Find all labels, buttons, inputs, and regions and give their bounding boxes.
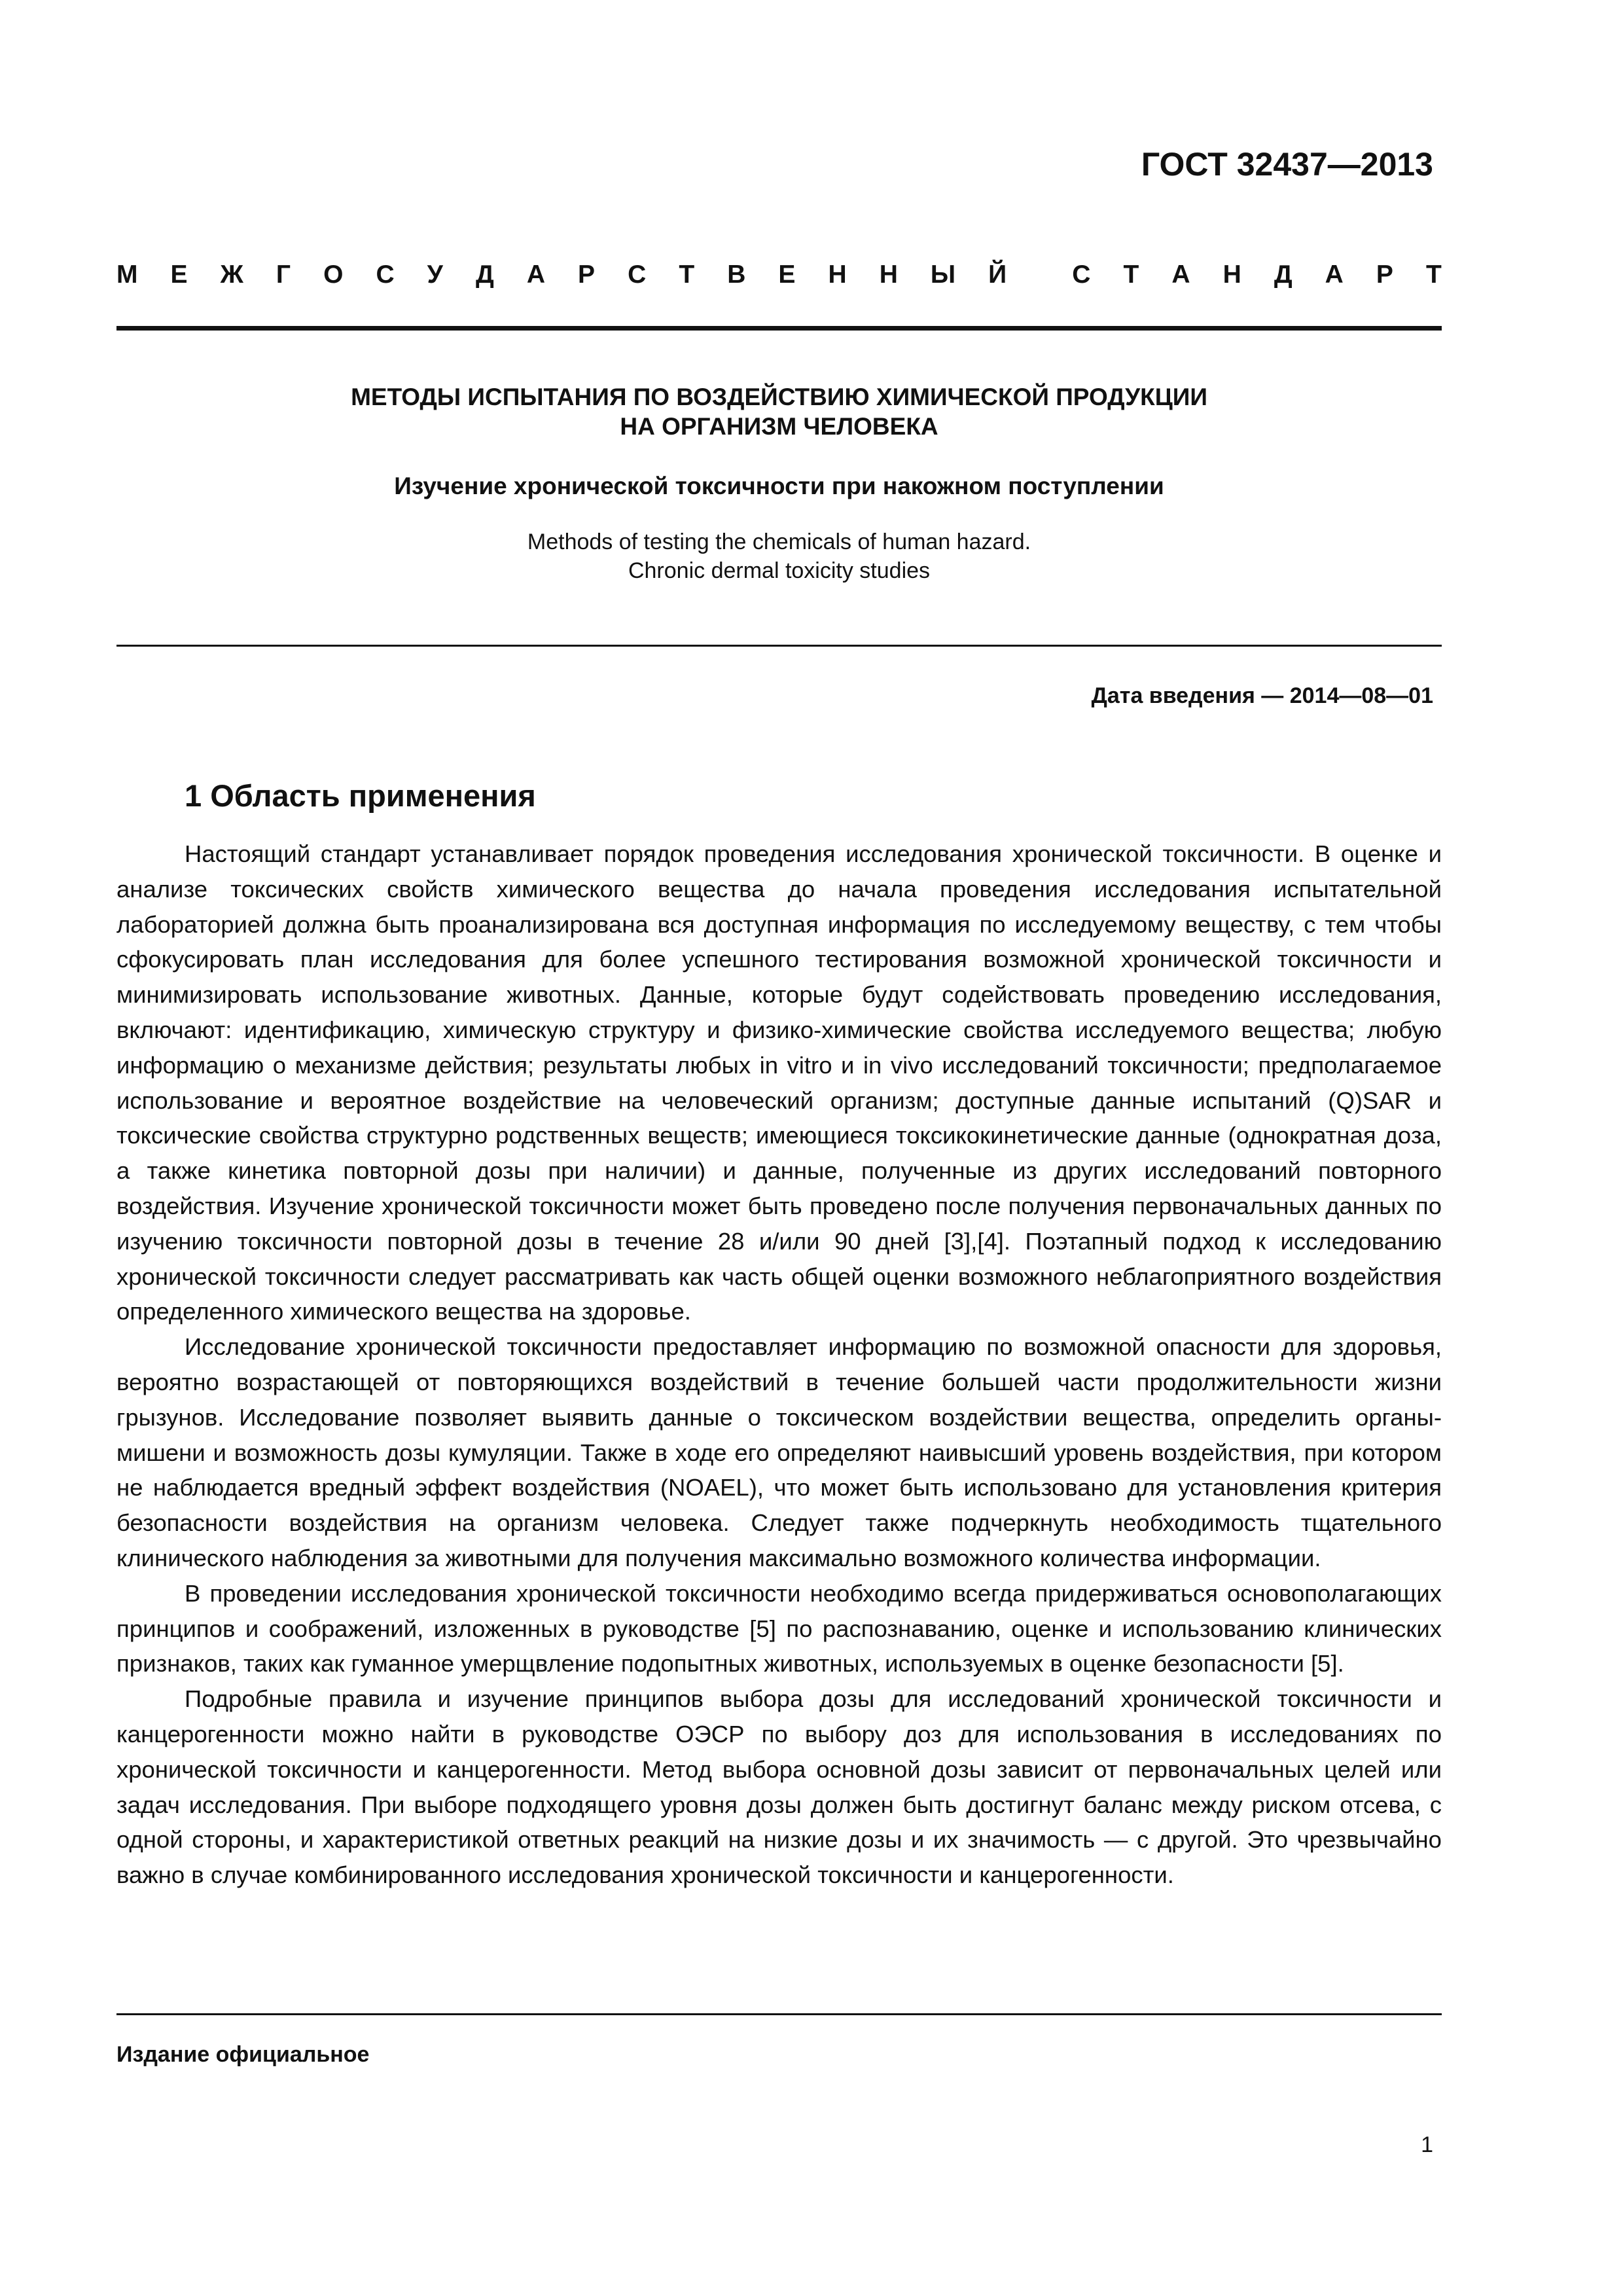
- interstate-letter: С: [1072, 260, 1091, 289]
- interstate-letter: Н: [879, 260, 898, 289]
- interstate-letter: А: [526, 260, 545, 289]
- interstate-letter: Й: [988, 260, 1007, 289]
- interstate-letter: Т: [679, 260, 695, 289]
- title-divider: [116, 645, 1442, 647]
- body-paragraph: Исследование хронической токсичности предоставляет информацию по возможной опасности для здоровья, вероятно возрастающей от повторяющихся воздействий в течение большей части продолжительности жизни грызунов. Исследование позволяет выявить данные о токсическом воздействии вещества, определить органы-мишени и возможность дозы кумуляции. Также в ходе его определяют наивысший уровень воздействия, при котором не наблюдается вредный эффект воздействия (NOAEL), что может быть использовано для установления критерия безопасности воздействия на организм человека. Следует также подчеркнуть необходимость тщательного клинического наблюдения за животными для получения максимально возможного количества информации.: [116, 1333, 1442, 1571]
- standard-code: ГОСТ 32437—2013: [1141, 146, 1433, 183]
- interstate-letter: А: [1325, 260, 1344, 289]
- edition-label: Издание официальное: [116, 2042, 370, 2067]
- header-divider: [116, 326, 1442, 331]
- interstate-letter: Г: [276, 260, 291, 289]
- interstate-letter: В: [727, 260, 746, 289]
- introduction-date: Дата введения — 2014—08—01: [1091, 683, 1433, 708]
- section-heading: 1 Область применения: [185, 778, 536, 813]
- interstate-letter: Е: [170, 260, 188, 289]
- interstate-letter: Р: [1376, 260, 1393, 289]
- interstate-standard-label: [116, 260, 1442, 289]
- interstate-letter: Ж: [220, 260, 243, 289]
- interstate-letter: Т: [1123, 260, 1139, 289]
- english-title: [116, 528, 1442, 585]
- interstate-letter: Ы: [930, 260, 956, 289]
- footer-divider: [116, 2013, 1442, 2015]
- interstate-letter: Р: [578, 260, 596, 289]
- section-body: [116, 836, 1442, 1893]
- interstate-letter: О: [323, 260, 344, 289]
- interstate-letter: У: [427, 260, 443, 289]
- interstate-letter: Н: [1222, 260, 1241, 289]
- page-number: 1: [1421, 2132, 1433, 2157]
- document-title: [116, 382, 1442, 441]
- body-paragraph: В проведении исследования хронической токсичности необходимо всегда придерживаться основополагающих принципов и соображений, изложенных в руководстве [5] по распознаванию, оценке и использованию клинических признаков, таких как гуманное умерщвление подопытных животных, используемых в оценке безопасности [5].: [116, 1579, 1442, 1677]
- english-title-line: Chronic dermal toxicity studies: [628, 558, 931, 584]
- interstate-letter: Т: [1425, 260, 1442, 289]
- title-line: МЕТОДЫ ИСПЫТАНИЯ ПО ВОЗДЕЙСТВИЮ ХИМИЧЕСКОЙ ПРОДУКЦИИ: [351, 384, 1207, 410]
- interstate-letter: С: [376, 260, 395, 289]
- interstate-letter: Е: [778, 260, 796, 289]
- body-paragraph: Настоящий стандарт устанавливает порядок проведения исследования хронической токсичности. В оценке и анализе токсических свойств химического вещества до начала проведения исследования испытательной лабораторией должна быть проанализирована вся доступная информация по исследуемому веществу, с тем чтобы сфокусировать план исследования для более успешного тестирования возможной хронической токсичности и минимизировать использование животных. Данные, которые будут содействовать проведению исследования, включают: идентификацию, химическую структуру и физико-химические свойства исследуемого вещества; любую информацию о механизме действия; результаты любых in vitro и in vivo исследований токсичности; предполагаемое использование и вероятное воздействие на человеческий организм; доступные данные испытаний (Q)SAR и токсические свойства структурно родственных веществ; имеющиеся токсикокинетические данные (однократная доза, а также кинетика повторной дозы при наличии) и данные, полученные из других исследований повторного воздействия. Изучение хронической токсичности может быть проведено после получения первоначальных данных по изучению токсичности повторной дозы в течение 28 и/или 90 дней [3],[4]. Поэтапный подход к исследованию хронической токсичности следует рассматривать как часть общей оценки возможного неблагоприятного воздействия определенного химического вещества на здоровье.: [116, 840, 1442, 1325]
- body-paragraph: Подробные правила и изучение принципов выбора дозы для исследований хронической токсичности и канцерогенности можно найти в руководстве ОЭСР по выбору доз для использования в исследованиях по хронической токсичности и канцерогенности. Метод выбора основной дозы зависит от первоначальных целей или задач исследования. При выборе подходящего уровня дозы должен быть достигнут баланс между риском отсева, с одной стороны, и характеристикой ответных реакций на низкие дозы и их значимость — с другой. Это чрезвычайно важно в случае комбинированного исследования хронической токсичности и канцерогенности.: [116, 1685, 1442, 1889]
- interstate-letter: М: [116, 260, 138, 289]
- interstate-letter: С: [628, 260, 647, 289]
- interstate-letter: Д: [1274, 260, 1293, 289]
- title-line: НА ОРГАНИЗМ ЧЕЛОВЕКА: [620, 413, 938, 440]
- english-title-line: Methods of testing the chemicals of human hazard.: [527, 529, 1031, 554]
- interstate-letter: А: [1171, 260, 1190, 289]
- document-subtitle: Изучение хронической токсичности при накожном поступлении: [394, 473, 1164, 499]
- interstate-letter: Д: [475, 260, 494, 289]
- interstate-letter: Н: [828, 260, 847, 289]
